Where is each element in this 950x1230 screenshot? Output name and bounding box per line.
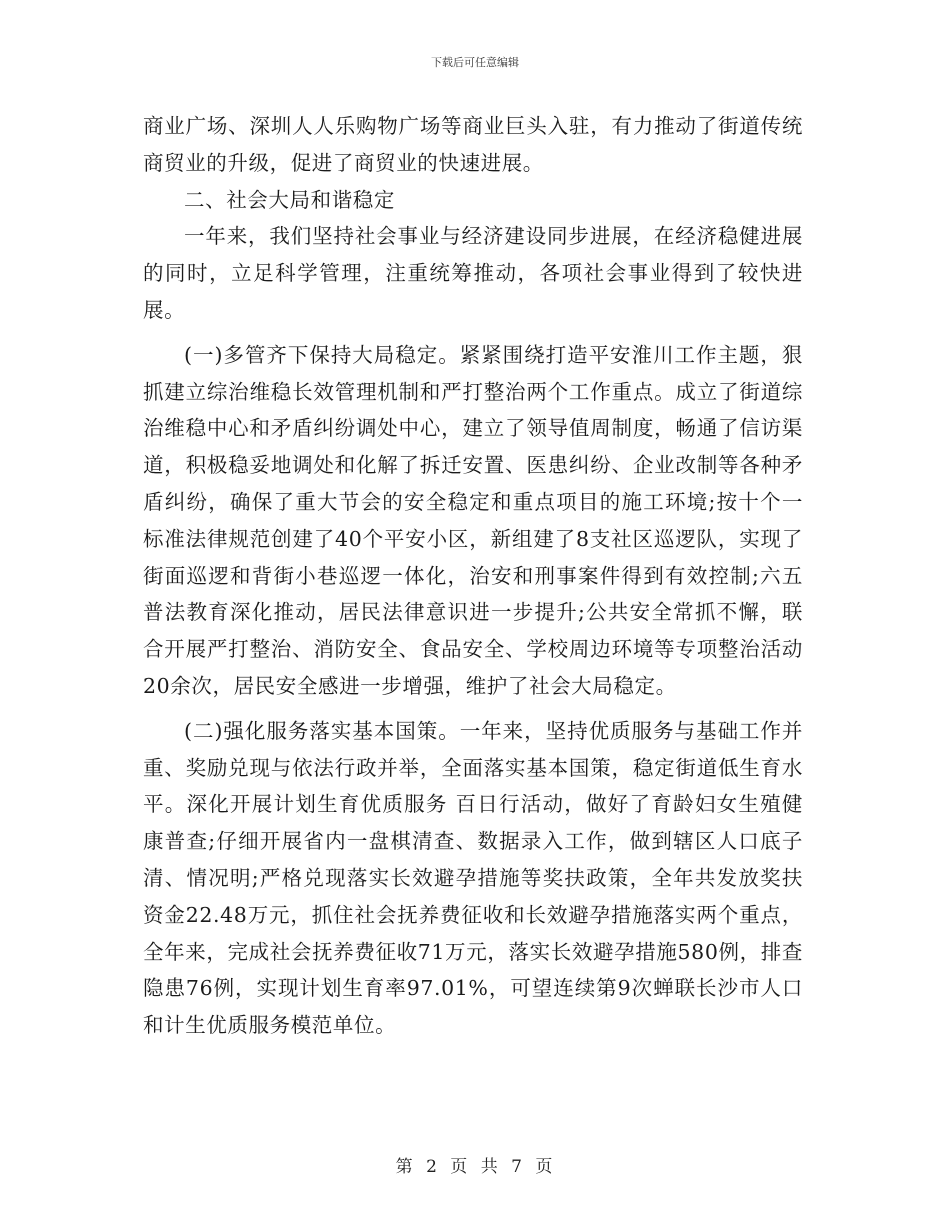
document-body: [143, 108, 803, 1044]
page-footer: [0, 1152, 950, 1177]
paragraph-continuation: 商业广场、深圳人人乐购物广场等商业巨头入驻，有力推动了街道传统商贸业的升级，促进了商贸业的快速进展。: [143, 114, 803, 175]
footer-total-prefix: 共: [480, 1157, 500, 1177]
section-heading: 二、社会大局和谐稳定: [184, 187, 395, 212]
footer-current-page: 2: [426, 1157, 439, 1177]
footer-prefix: 第: [395, 1157, 415, 1177]
footer-page-word: 页: [450, 1157, 470, 1177]
paragraph-policy: (二)强化服务落实基本国策。一年来，坚持优质服务与基础工作并重、奖励兑现与依法行政并举，全面落实基本国策，稳定街道低生育水平。深化开展计划生育优质服务 百日行活动，做好了育龄妇女生殖健康普查;仔细开展省内一盘棋清查、数据录入工作，做到辖区人口底子清、情况明;严格兑现落实长效避孕措施等奖扶政策，全年共发放奖扶资金22.48万元，抓住社会抚养费征收和长效避孕措施落实两个重点，全年来，完成社会抚养费征收71万元，落实长效避孕措施580例，排查隐患76例，实现计划生育率97.01%，可望连续第9次蝉联长沙市人口和计生优质服务模范单位。: [143, 718, 803, 1038]
paragraph-stability: (一)多管齐下保持大局稳定。紧紧围绕打造平安淮川工作主题，狠抓建立综治维稳长效管理机制和严打整治两个工作重点。成立了街道综治维稳中心和矛盾纠纷调处中心，建立了领导值周制度，畅通了信访渠道，积极稳妥地调处和化解了拆迁安置、医患纠纷、企业改制等各种矛盾纠纷，确保了重大节会的安全稳定和重点项目的施工环境;按十个一标准法律规范创建了40个平安小区，新组建了8支社区巡逻队，实现了街面巡逻和背街小巷巡逻一体化，治安和刑事案件得到有效控制;六五普法教育深化推动，居民法律意识进一步提升;公共安全常抓不懈，联合开展严打整治、消防安全、食品安全、学校周边环境等专项整治活动20余次，居民安全感进一步增强，维护了社会大局稳定。: [143, 342, 803, 698]
page-header: 下载后可任意编辑: [431, 56, 519, 69]
paragraph-intro: 一年来，我们坚持社会事业与经济建设同步进展，在经济稳健进展的同时，立足科学管理，注重统筹推动，各项社会事业得到了较快进展。: [143, 224, 803, 322]
footer-suffix: 页: [535, 1157, 555, 1177]
footer-total-pages: 7: [511, 1157, 524, 1177]
